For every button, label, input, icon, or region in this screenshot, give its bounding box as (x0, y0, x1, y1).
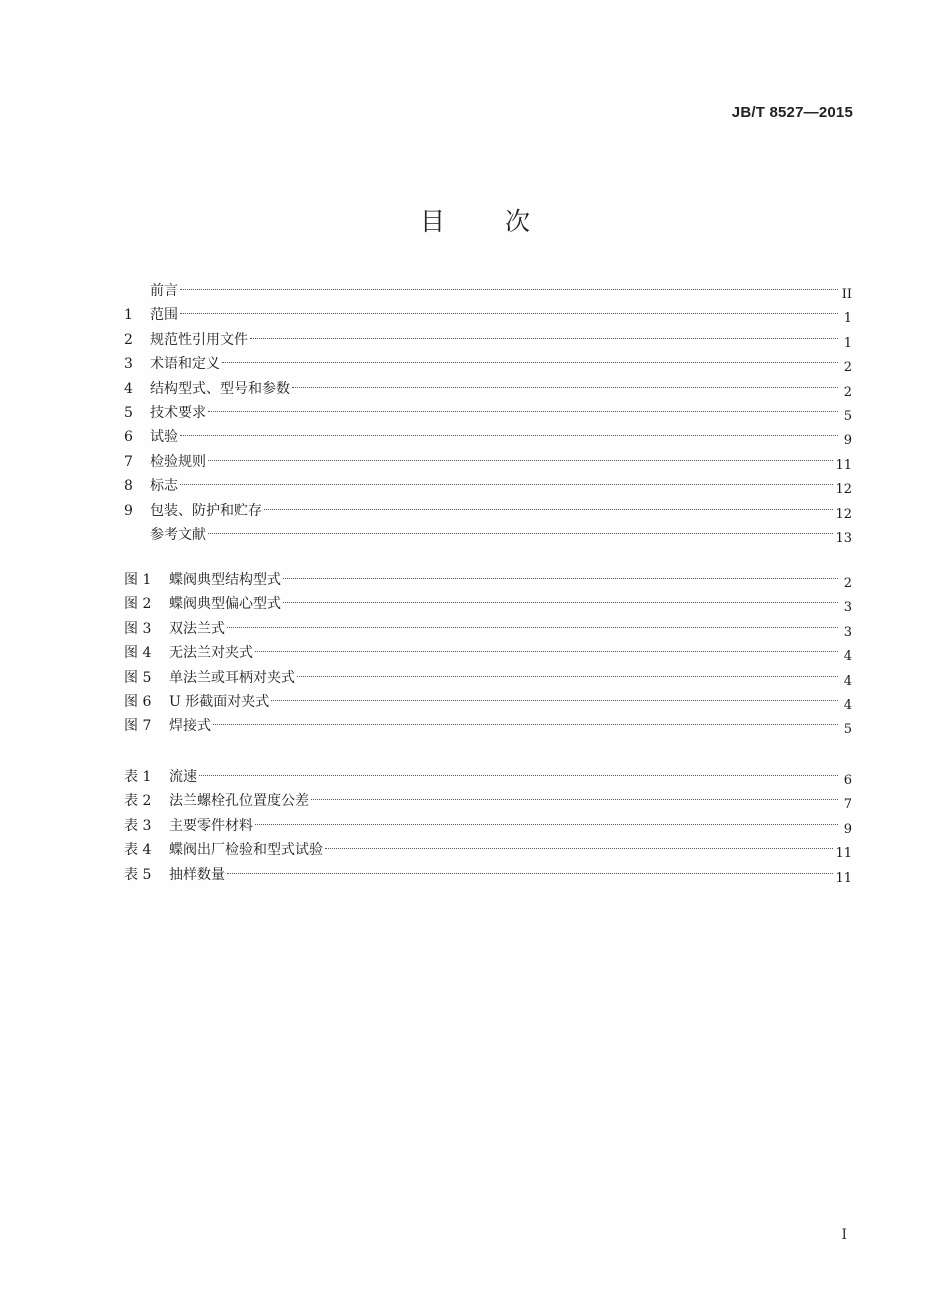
toc-entry-number: 5 (124, 404, 133, 421)
toc-entry-number: 图 3 (124, 620, 152, 637)
toc-entry-number: 1 (124, 307, 133, 324)
dot-leader (180, 484, 833, 485)
toc-entry-page: 12 (835, 506, 852, 522)
toc-entry-title: 试验 (150, 429, 178, 446)
toc-entry[interactable] (124, 328, 852, 352)
toc-entry[interactable] (124, 401, 852, 425)
toc-entry[interactable] (124, 714, 852, 738)
toc-entry-title: 参考文献 (150, 526, 206, 543)
toc-entry[interactable] (124, 377, 852, 401)
toc-entry-title: 规范性引用文件 (150, 331, 248, 348)
toc-entry-title: 焊接式 (169, 718, 211, 735)
toc-entry-page: 4 (843, 673, 852, 689)
toc-entry-number: 图 7 (124, 718, 152, 735)
toc-entry-number: 图 6 (124, 693, 152, 710)
toc-entry[interactable] (124, 450, 852, 474)
toc-entry-title: 双法兰式 (169, 620, 225, 637)
toc-entry-title: 蝶阀典型结构型式 (169, 572, 281, 588)
toc-entry[interactable] (124, 499, 852, 523)
dot-leader (283, 602, 838, 603)
toc-entry-title: 流速 (169, 769, 197, 785)
toc-entry[interactable] (124, 789, 852, 813)
toc-entry[interactable] (124, 666, 852, 690)
toc-tables (124, 765, 852, 887)
toc-entry-number: 表 5 (124, 866, 152, 883)
toc-entry-page: 9 (843, 433, 852, 449)
dot-leader (311, 799, 838, 800)
toc-entry-page: 1 (843, 311, 852, 327)
toc-entry-page: 9 (843, 821, 852, 837)
toc-entry[interactable] (124, 279, 852, 303)
toc-entry[interactable] (124, 838, 852, 862)
toc-entry-page: 2 (843, 384, 852, 400)
dot-leader (180, 289, 838, 290)
standard-code: JB/T 8527—2015 (731, 104, 853, 121)
toc-entry-number: 图 2 (124, 596, 152, 613)
dot-leader (208, 411, 838, 412)
dot-leader (227, 627, 838, 628)
toc-entry-title: 单法兰或耳柄对夹式 (169, 669, 295, 686)
toc-entry-title: 范围 (150, 307, 178, 324)
toc-entry-number: 7 (124, 453, 133, 470)
toc-entry-number: 图 1 (124, 572, 152, 588)
toc-entry-page: 5 (843, 408, 852, 424)
toc-entry-number: 6 (124, 429, 133, 446)
toc-entry-title: 主要零件材料 (169, 817, 253, 834)
toc-entry-page: 2 (843, 576, 852, 591)
toc-entry-title: 术语和定义 (150, 356, 220, 373)
toc-entry[interactable] (124, 352, 852, 376)
toc-entry[interactable] (124, 863, 852, 887)
toc-entry-page: 11 (835, 870, 852, 886)
toc-entry[interactable] (124, 592, 852, 616)
toc-entry-title: 前言 (150, 283, 178, 299)
toc-entry-page: 4 (843, 649, 852, 665)
toc-entry[interactable] (124, 303, 852, 327)
toc-entry-number: 4 (124, 380, 133, 397)
dot-leader (227, 873, 833, 874)
toc-entry-page: 3 (843, 600, 852, 616)
dot-leader (208, 460, 833, 461)
dot-leader (325, 848, 833, 849)
toc-entry-number: 9 (124, 502, 133, 519)
dot-leader (264, 509, 833, 510)
page-number: I (841, 1227, 847, 1243)
toc-entry-number: 图 5 (124, 669, 152, 686)
toc-entry-title: 无法兰对夹式 (169, 645, 253, 662)
toc-entry[interactable] (124, 474, 852, 498)
toc-entry-page: 6 (843, 773, 852, 788)
toc-entry-number: 2 (124, 331, 133, 348)
toc-figures (124, 568, 852, 739)
toc-entry-title: 结构型式、型号和参数 (150, 380, 290, 397)
toc-entry-page: 11 (835, 846, 852, 862)
dot-leader (297, 676, 838, 677)
toc-entry-page: II (841, 287, 852, 302)
toc-entry-number: 表 1 (124, 769, 152, 785)
toc-entry[interactable] (124, 617, 852, 641)
toc-entry[interactable] (124, 641, 852, 665)
toc-entry-number: 表 2 (124, 793, 152, 810)
toc-entry-page: 5 (843, 722, 852, 738)
toc-entry[interactable] (124, 690, 852, 714)
toc-entry-number: 表 3 (124, 817, 152, 834)
dot-leader (255, 824, 838, 825)
toc-entry-page: 4 (843, 697, 852, 713)
toc-entry-number: 3 (124, 356, 133, 373)
toc-entry-number: 8 (124, 478, 133, 495)
toc-entry-page: 13 (835, 530, 852, 546)
toc-entry-title: 标志 (150, 478, 178, 495)
dot-leader (255, 651, 838, 652)
dot-leader (213, 724, 838, 725)
dot-leader (271, 700, 838, 701)
toc-entry-page: 7 (843, 797, 852, 813)
toc-entry-page: 2 (843, 360, 852, 376)
toc-entry[interactable] (124, 425, 852, 449)
dot-leader (180, 435, 838, 436)
dot-leader (180, 313, 838, 314)
dot-leader (199, 775, 838, 776)
toc-entry[interactable] (124, 523, 852, 547)
toc-entry-title: 检验规则 (150, 453, 206, 470)
toc-entry-title: 抽样数量 (169, 866, 225, 883)
toc-entry-number: 表 4 (124, 842, 152, 859)
toc-entry-title: U 形截面对夹式 (169, 693, 270, 710)
toc-entry-page: 12 (835, 482, 852, 498)
toc-entry-number: 图 4 (124, 645, 152, 662)
toc-entry-title: 蝶阀出厂检验和型式试验 (169, 842, 323, 859)
toc-sections (124, 279, 852, 547)
toc-entry-title: 蝶阀典型偏心型式 (169, 596, 281, 613)
toc-entry[interactable] (124, 814, 852, 838)
toc-title: 目次 (419, 207, 590, 236)
toc-entry[interactable] (124, 568, 852, 592)
toc-entry-title: 技术要求 (150, 404, 206, 421)
dot-leader (222, 362, 838, 363)
toc-entry-page: 1 (843, 335, 852, 351)
toc-entry-page: 3 (843, 624, 852, 640)
toc-entry-page: 11 (835, 457, 852, 473)
dot-leader (283, 578, 838, 579)
dot-leader (292, 387, 838, 388)
toc-entry-title: 法兰螺栓孔位置度公差 (169, 793, 309, 810)
dot-leader (208, 533, 833, 534)
toc-entry[interactable] (124, 765, 852, 789)
dot-leader (250, 338, 838, 339)
toc-entry-title: 包装、防护和贮存 (150, 502, 262, 519)
